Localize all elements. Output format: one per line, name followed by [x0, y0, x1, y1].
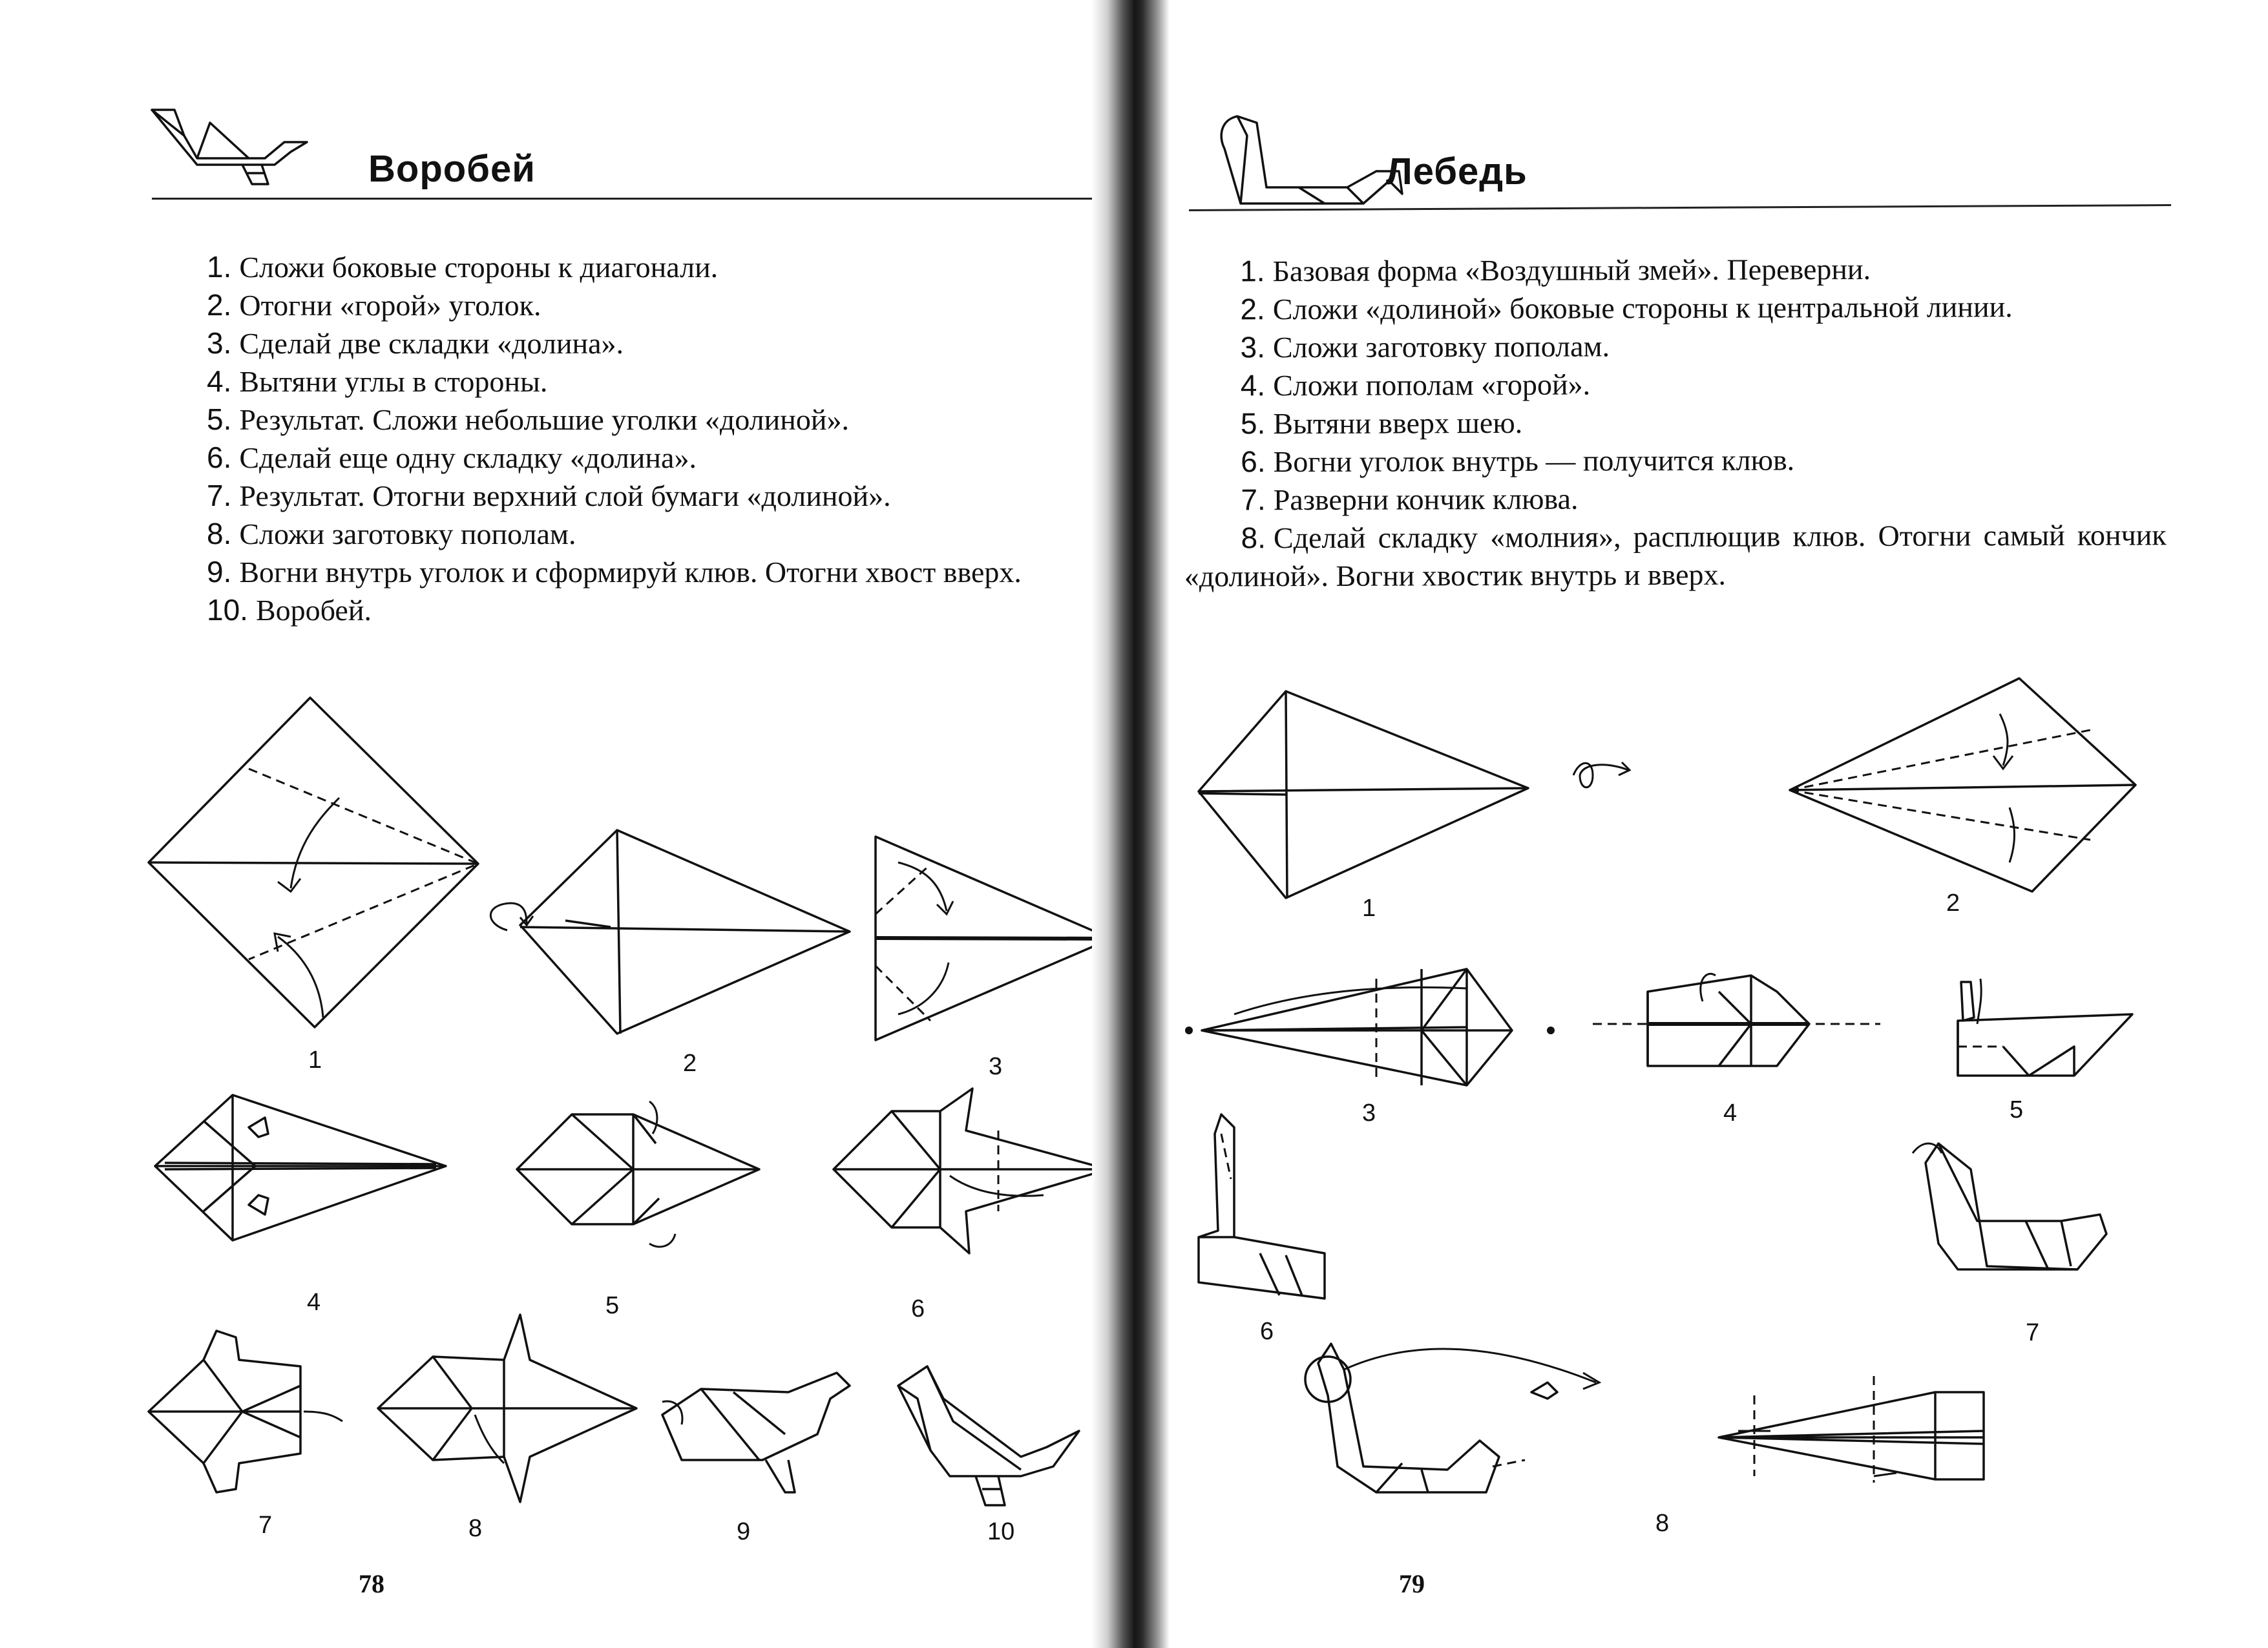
- instruction-list: [150, 248, 1113, 629]
- sparrow-fig-9-diagram: [656, 1363, 869, 1512]
- page-number: 78: [359, 1569, 384, 1598]
- swan-fig-7-diagram: [1900, 1137, 2113, 1305]
- figure-label: 6: [1260, 1318, 1274, 1345]
- step-item: 4. Сложи пополам «горой».: [1240, 368, 1591, 402]
- step-item: 5. Вытяни вверх шею.: [1240, 406, 1523, 441]
- figure-label: 4: [307, 1289, 321, 1316]
- sparrow-fig-6-diagram: [830, 1085, 1108, 1279]
- turn-over-icon: [1570, 756, 1641, 795]
- title-rule: [152, 198, 1108, 200]
- sparrow-fig-1-diagram: [145, 694, 481, 1030]
- sparrow-fig-2-diagram: [481, 827, 853, 1040]
- figure-label: 7: [2026, 1319, 2040, 1346]
- page-title: Воробей: [368, 148, 536, 190]
- step-item: 4. Вытяни углы в стороны.: [207, 364, 548, 398]
- step-item: 2. Сложи «долиной» боковые стороны к центральной линии.: [1240, 290, 2013, 326]
- figure-label: 6: [911, 1295, 925, 1322]
- figure-label: 4: [1723, 1100, 1738, 1127]
- figure-label: 5: [605, 1292, 620, 1319]
- figure-label: 1: [308, 1047, 322, 1074]
- step-item: 10. Воробей.: [207, 593, 372, 627]
- page-number: 79: [1399, 1569, 1425, 1598]
- swan-header-icon: [1208, 110, 1409, 220]
- figure-label: 2: [1946, 890, 1960, 917]
- step-item: 9. Вогни внутрь уголок и сформируй клюв. Отогни хвост вверх.: [207, 555, 1022, 589]
- swan-fig-5-diagram: [1945, 969, 2139, 1085]
- step-item: 1. Сложи боковые стороны к диагонали.: [207, 250, 719, 284]
- figure-label: 2: [683, 1050, 697, 1077]
- step-item: 6. Вогни уголок внутрь — получится клюв.: [1241, 443, 1795, 479]
- step-item: 1. Базовая форма «Воздушный змей». Переверни.: [1240, 252, 1871, 288]
- step-item: 7. Разверни кончик клюва.: [1241, 482, 1579, 517]
- figure-label: 8: [468, 1515, 483, 1542]
- step-item: 8. Сделай складку «молния», расплющив клюв. Отогни самый кончик «долиной». Вогни хвостик внутрь и вверх.: [1184, 518, 2167, 593]
- figure-label: 8: [1655, 1510, 1670, 1537]
- step-item: 7. Результат. Отогни верхний слой бумаги «долиной».: [207, 479, 891, 512]
- step-item: 5. Результат. Сложи небольшие уголки «долиной».: [207, 402, 849, 436]
- sparrow-fig-7-diagram: [145, 1315, 352, 1508]
- swan-fig-8b-diagram: [1712, 1370, 1984, 1486]
- step-item: 6. Сделай еще одну складку «долина».: [207, 441, 697, 474]
- swan-fig-8-diagram: [1299, 1337, 1674, 1512]
- figure-label: 3: [1362, 1100, 1376, 1127]
- swan-fig-6-diagram: [1195, 1108, 1441, 1302]
- sparrow-fig-5-diagram: [514, 1095, 762, 1257]
- instruction-list: [1183, 249, 2167, 595]
- figure-label: 7: [258, 1512, 273, 1539]
- figure-label: 3: [989, 1053, 1003, 1080]
- step-item: 8. Сложи заготовку пополам.: [207, 517, 576, 550]
- step-item: 3. Сделай две складки «долина».: [207, 326, 624, 360]
- figure-label: 10: [987, 1518, 1015, 1545]
- swan-fig-4-diagram: [1590, 956, 1880, 1079]
- sparrow-fig-4-diagram: [152, 1092, 449, 1247]
- sparrow-fig-10-diagram: [892, 1360, 1098, 1515]
- figure-label: 9: [737, 1518, 751, 1545]
- sparrow-fig-8-diagram: [375, 1311, 640, 1505]
- figure-label: 5: [2010, 1096, 2024, 1123]
- swan-fig-2-diagram: [1787, 675, 2139, 895]
- swan-fig-1-diagram: [1195, 688, 1531, 901]
- page-title: Лебедь: [1386, 151, 1528, 193]
- right-page: [1157, 0, 2268, 1648]
- figure-label: 1: [1362, 895, 1376, 922]
- step-item: 2. Отогни «горой» уголок.: [207, 288, 541, 322]
- sparrow-fig-3-diagram: [872, 833, 1111, 1047]
- step-item: 3. Сложи заготовку пополам.: [1240, 329, 1610, 364]
- left-page: [0, 0, 1118, 1648]
- sparrow-header-icon: [145, 97, 333, 187]
- swan-fig-3-diagram: [1182, 963, 1557, 1092]
